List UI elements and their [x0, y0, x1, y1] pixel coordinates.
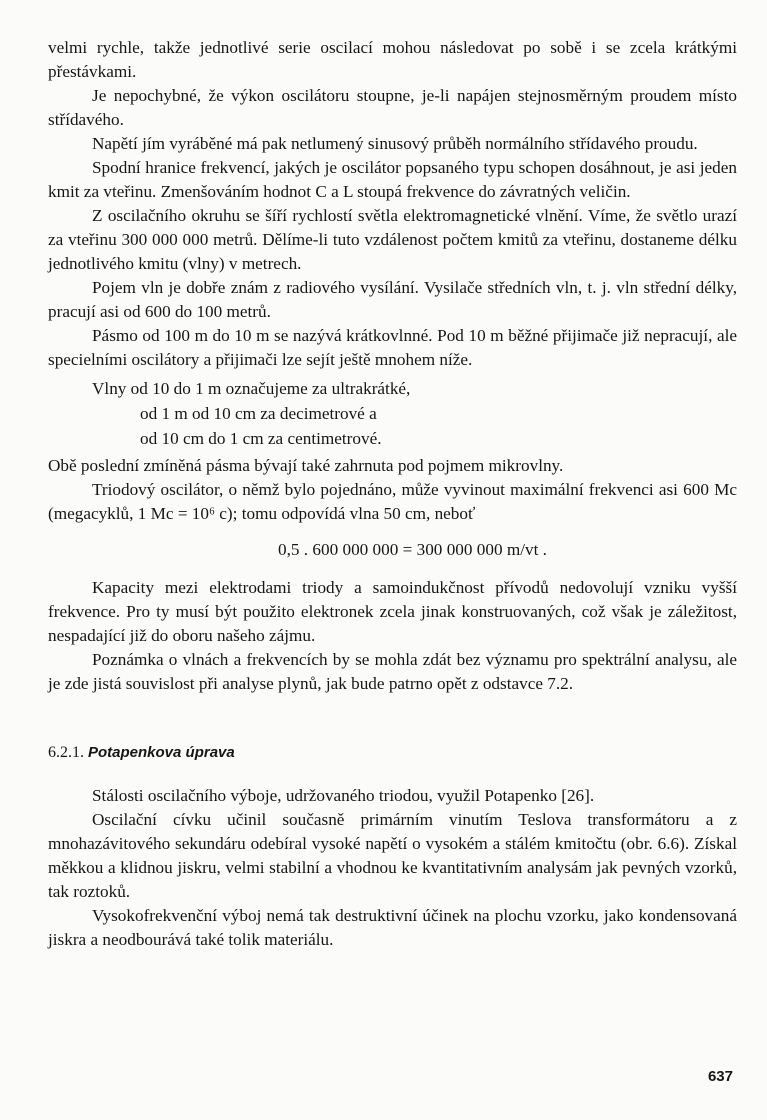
paragraph-note: Poznámka o vlnách a frekvencích by se mohla zdát bez významu pro spektrální analysu, ale je zde jistá souvislost při analyse plynů, jak bude patrno opět z odstavce 7.2.: [48, 650, 737, 693]
wave-band-decimetre: od 1 m od 10 cm za decimetrové a: [140, 404, 377, 423]
paragraph-4: Spodní hranice frekvencí, jakých je oscilátor popsaného typu schopen dosáhnout, je asi jeden kmit za vteřinu. Zmenšováním hodnot C a L stoupá frekvence do závratných veličin.: [48, 158, 737, 201]
paragraph-1: velmi rychle, takže jednotlivé serie oscilací mohou následovat po sobě i se zcela krátkými přestávkami.: [48, 38, 737, 81]
paragraph-2: Je nepochybné, že výkon oscilátoru stoupne, je-li napájen stejnosměrným proudem místo střídavého.: [48, 86, 737, 129]
paragraph-capacity: Kapacity mezi elektrodami triody a samoindukčnost přívodů nedovolují vzniku vyšší frekvence. Pro ty musí být použito elektronek zcela jinak konstruovaných, což však je záležitost, nespadající již do oboru našeho zájmu.: [48, 578, 737, 645]
wave-bands-list: [48, 376, 737, 451]
wave-band-ultrashort: Vlny od 10 do 1 m označujeme za ultrakrátké,: [92, 379, 411, 398]
paragraph-triode: Triodový oscilátor, o němž bylo pojednáno, může vyvinout maximální frekvenci asi 600 Mc (megacyklů, 1 Mc = 10⁶ c); tomu odpovídá vlna 50 cm, neboť: [48, 480, 737, 523]
wave-band-centimetre: od 10 cm do 1 cm za centimetrové.: [140, 429, 382, 448]
paragraph-3: Napětí jím vyráběné má pak netlumený sinusový průběh normálního střídavého proudu.: [92, 134, 698, 153]
page-number: 637: [707, 1068, 733, 1085]
paragraph-microwaves: Obě poslední zmíněná pásma bývají také zahrnuta pod pojmem mikrovlny.: [48, 456, 564, 475]
equation: 0,5 . 600 000 000 = 300 000 000 m/vt .: [278, 540, 547, 559]
paragraph-6: Pojem vln je dobře znám z radiového vysílání. Vysilače středních vln, t. j. vln střední délky, pracují asi od 600 do 100 metrů.: [48, 278, 737, 321]
section-paragraph-2: Oscilační cívku učinil současně primárním vinutím Teslova transformátoru a z mnohazávitového sekundáru odebíral vysoké napětí o vysokém a stálém kmitočtu (obr. 6.6). Získal měkkou a klidnou jiskru, velmi stabilní a vhodnou ke kvantitativním analysám jak pevných vzorků, tak roztoků.: [48, 810, 737, 901]
paragraph-7: Pásmo od 100 m do 10 m se nazývá krátkovlnné. Pod 10 m běžné přijimače již nepracují, ale specielními oscilátory a přijimači lze sejít ještě mnohem níže.: [48, 326, 737, 369]
section-heading: [48, 742, 737, 764]
section-paragraph-1: Stálosti oscilačního výboje, udržovaného triodou, využil Potapenko [26].: [92, 786, 595, 805]
section-number: 6.2.1.: [48, 744, 84, 761]
section-title: Potapenkova úprava: [88, 744, 235, 761]
paragraph-5: Z oscilačního okruhu se šíří rychlostí světla elektromagnetické vlnění. Víme, že světlo urazí za vteřinu 300 000 000 metrů. Dělíme-li tuto vzdálenost počtem kmitů za vteřinu, dostaneme délku jednotlivého kmitu (vlny) v metrech.: [48, 206, 737, 273]
section-paragraph-3: Vysokofrekvenční výboj nemá tak destruktivní účinek na plochu vzorku, jako kondensovaná jiskra a neodbourává také tolik materiálu.: [48, 906, 737, 949]
